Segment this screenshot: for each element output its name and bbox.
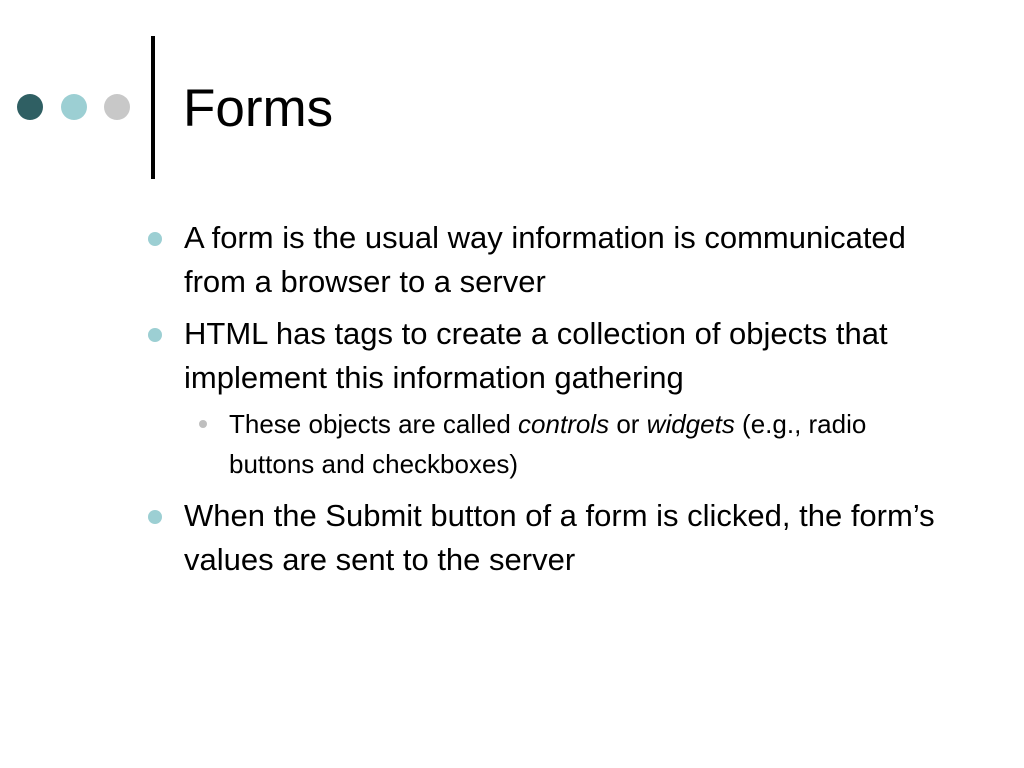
bullet-text: HTML has tags to create a collection of objects that implement this information gathering <box>184 316 888 395</box>
sub-bullet-suffix: (e.g., radio buttons and checkboxes) <box>229 409 867 479</box>
term-controls: controls <box>518 409 610 439</box>
sub-bullet-item <box>148 404 948 484</box>
bullet-dot-icon <box>148 328 162 342</box>
slide-title: Forms <box>183 79 334 138</box>
title-divider-bar <box>151 36 155 179</box>
decorative-dot-gray <box>104 94 130 120</box>
decorative-dot-dark <box>17 94 43 120</box>
slide-body <box>148 216 948 590</box>
sub-bullet-mid: or <box>609 409 647 439</box>
bullet-item-1 <box>148 216 948 304</box>
bullet-dot-icon <box>148 510 162 524</box>
bullet-text: When the Submit button of a form is clicked, the form’s values are sent to the server <box>184 498 935 577</box>
sub-bullet-text <box>229 404 948 484</box>
term-widgets: widgets <box>646 409 735 439</box>
bullet-item-3 <box>148 494 948 582</box>
bullet-item-2 <box>148 312 948 400</box>
sub-bullet-prefix: These objects are called <box>229 409 519 439</box>
decorative-dot-light <box>61 94 87 120</box>
bullet-text: A form is the usual way information is communicated from a browser to a server <box>184 220 906 299</box>
sub-bullet-dot-icon <box>199 420 207 428</box>
bullet-dot-icon <box>148 232 162 246</box>
